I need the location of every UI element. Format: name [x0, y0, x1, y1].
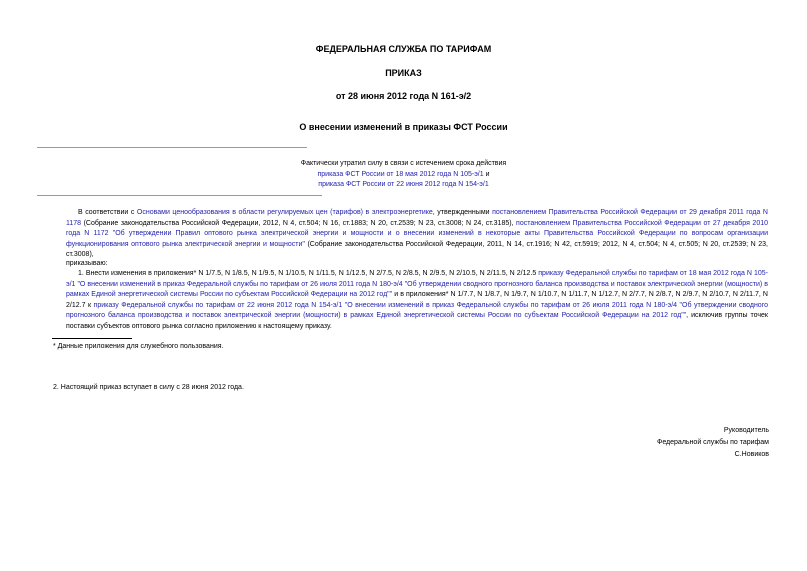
signature-agency: Федеральной службы по тарифам — [657, 439, 769, 446]
status-link-order154[interactable]: приказа ФСТ России от 22 июня 2012 года N 154-э/1 — [318, 181, 489, 188]
status-link-conj: и — [483, 170, 490, 178]
document-date-number: от 28 июня 2012 года N 161-э/2 — [335, 91, 472, 101]
preamble-paragraph: В соответствии с Основами ценообразования в области регулируемых цен (тарифов) в электроэнергетике, утвержденными постановлением Правительства Российской Федерации от 29 декабря 2011 года N 1178 (Собрание законодательства Российской Федерации, 2012, N 4, ст.504; N 16, ст.1883; N 20, ст.2539; N 23, ст.3008; N 24, ст.3185), постановлением Правительства Российской Федерации от 27 декабря 2010 года N 1172 "Об утверждении Правил оптового рынка электрической энергии и мощности и о внесении изменений в некоторые акты Правительства Российской Федерации по вопросам организации функционирования оптового рынка электрической энергии и мощности" (Собрание законодательства Российской Федерации, 2011, N 14, ст.1916; N 42, ст.5919; 2012, N 4, ст.504; N 4, ст.505; N 20, ст.2539; N 23, ст.3008), — [66, 209, 769, 259]
link-resolution-1172[interactable]: постановлением Правительства Российской Федерации от 27 декабря 2010 года N 1172 "Об утверждении Правил оптового рынка электрической энергии и мощности и о внесении изменений в некоторые акты Правительства Российской Федерации по вопросам организации функционирования оптового рынка электрической энергии и мощности" — [66, 219, 769, 248]
document-subject: О внесении изменений в приказы ФСТ России — [299, 122, 508, 132]
link-pricing-basics[interactable]: Основами ценообразования в области регулируемых цен (тарифов) в электроэнергетике — [136, 209, 433, 216]
status-note-text: Фактически утратил силу в связи с истечением срока действия — [300, 160, 507, 167]
order-word: приказываю: — [66, 260, 108, 267]
status-link-order105[interactable]: приказа ФСТ России от 18 мая 2012 года N 105-э/1 — [317, 170, 484, 178]
link-resolution-1178[interactable]: постановлением Правительства Российской Федерации от 29 декабря 2011 года N 1178 — [66, 209, 768, 227]
link-order-105[interactable]: приказу Федеральной службы по тарифам от 18 мая 2012 года N 105-э/1 "О внесении изменений в приказ Федеральной службы по тарифам от 26 июля 2011 года N 180-э/4 "Об утверждении сводного прогнозного баланса производства и поставок электрической энергии (мощности) в рамках Единой энергетической системы России по субъектам Российской Федерации на 2012 год"" — [66, 270, 768, 299]
footnote: * Данные приложения для служебного пользования. — [53, 343, 224, 350]
signature-position: Руководитель — [723, 427, 769, 434]
document-type: ПРИКАЗ — [385, 68, 422, 78]
agency-title: ФЕДЕРАЛЬНАЯ СЛУЖБА ПО ТАРИФАМ — [315, 44, 492, 54]
item-2: 2. Настоящий приказ вступает в силу с 28 июня 2012 года. — [53, 384, 244, 391]
status-note — [0, 159, 807, 191]
item-1-paragraph: 1. Внести изменения в приложения* N 1/7.5, N 1/8.5, N 1/9.5, N 1/10.5, N 1/11.5, N 1/12.5, N 2/7.5, N 2/8.5, N 2/9.5, N 2/10.5, N 2/11.5, N 2/12.5 приказу Федеральной службы по тарифам от 18 мая 2012 года N 105-э/1 "О внесении изменений в приказ Федеральной службы по тарифам от 26 июля 2011 года N 180-э/4 "Об утверждении сводного прогнозного баланса производства и поставок электрической энергии (мощности) в рамках Единой энергетической системы России по субъектам Российской Федерации на 2012 год"" и в приложения* N 1/7.7, N 1/8.7, N 1/9.7, N 1/10.7, N 1/11.7, N 1/12.7, N 2/7.7, N 2/8.7, N 2/9.7, N 2/10.7, N 2/11.7, N 2/12.7 к приказу Федеральной службы по тарифам от 22 июня 2012 года N 154-э/1 "О внесении изменений в приказ Федеральной службы по тарифам от 26 июля 2011 года N 180-э/4 "Об утверждении сводного прогнозного баланса производства и поставок электрической энергии (мощности) в рамках Единой энергетической системы России по субъектам Российской Федерации на 2012 год"", исключив группы точек поставки субъектов оптового рынка согласно приложению к настоящему приказу. — [66, 270, 768, 330]
link-order-154[interactable]: приказу Федеральной службы по тарифам от 22 июня 2012 года N 154-э/1 "О внесении изменений в приказ Федеральной службы по тарифам от 26 июля 2011 года N 180-э/4 "Об утверждении сводного прогнозного баланса производства и поставок электрической энергии (мощности) в рамках Единой энергетической системы России по субъектам Российской Федерации на 2012 год"" — [66, 301, 768, 320]
divider-top — [37, 147, 307, 148]
divider-bottom — [37, 195, 322, 196]
signature-name: С.Новиков — [734, 451, 769, 458]
footnote-divider — [52, 338, 132, 339]
signature-block — [657, 425, 769, 461]
